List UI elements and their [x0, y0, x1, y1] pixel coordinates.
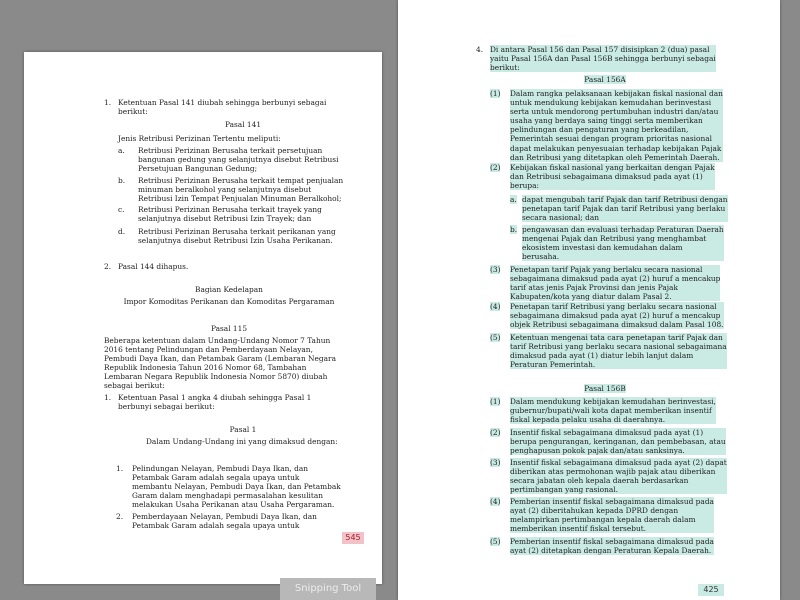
article-title: Pasal 1	[229, 425, 257, 434]
article-title	[490, 75, 720, 84]
list-marker: (5)	[490, 537, 501, 546]
list-item: Dalam mendukung kebijakan kemudahan berinvestasi, gubernur/bupati/wali kota dapat memberikan insentif fiskal kepada pelaku usaha di daerahnya.	[510, 397, 716, 425]
list-marker: (2)	[490, 163, 501, 172]
list-marker: (2)	[490, 428, 501, 437]
list-marker: (5)	[490, 333, 501, 342]
page-number: 425	[698, 584, 724, 596]
list-item: Insentif fiskal sebagaimana dimaksud pada ayat (2) dapat diberikan atas permohonan wajib pajak atau diberikan secara jabatan oleh kepala daerah berdasarkan pertimbangan yang rasional.	[510, 458, 727, 495]
list-item: pengawasan dan evaluasi terhadap Peraturan Daerah mengenai Pajak dan Retribusi yang menghambat ekosistem investasi dan kemudahan dalam berusaha.	[522, 225, 724, 262]
list-marker: 1.	[116, 464, 124, 473]
article-title	[490, 384, 720, 393]
document-page-left	[24, 52, 382, 584]
article-intro: Jenis Retribusi Perizinan Tertentu meliputi:	[118, 134, 281, 143]
list-item: dapat mengubah tarif Pajak dan tarif Retribusi dengan penetapan tarif Pajak dan tarif Retribusi yang berlaku secara nasional; dan	[522, 195, 728, 223]
list-item: Ketentuan mengenai tata cara penetapan tarif Pajak dan tarif Retribusi yang berlaku secara nasional sebagaimana dimaksud pada ayat (1) diatur lebih lanjut dalam Peraturan Pemerintah.	[510, 333, 727, 370]
list-item: Retribusi Perizinan Berusaha terkait perikanan yang selanjutnya disebut Retribusi Izin Usaha Perikanan.	[138, 227, 336, 246]
list-item: Dalam rangka pelaksanaan kebijakan fiskal nasional dan untuk mendukung kebijakan kemudahan berinvestasi serta untuk mendorong pertumbuhan industri dan/atau usaha yang berdaya saing tinggi serta memberikan pelindungan dan pengaturan yang berkeadilan, Pemerintah sesuai dengan program prioritas nasional dapat melakukan penyesuaian terhadap kebijakan Pajak dan Retribusi yang ditetapkan oleh Pemerintah Daerah.	[510, 89, 723, 162]
list-marker: b.	[510, 225, 518, 234]
article-title-text: Pasal 156A	[584, 75, 626, 84]
list-number: 1.	[104, 393, 112, 402]
list-number: 2.	[104, 262, 112, 271]
article-title: Pasal 115	[210, 324, 248, 333]
list-marker: 2.	[116, 512, 124, 521]
amendment-text: Pasal 144 dihapus.	[118, 262, 189, 271]
list-marker: c.	[118, 205, 125, 214]
article-title-text: Pasal 156B	[584, 384, 626, 393]
list-marker: (4)	[490, 497, 501, 506]
list-marker: a.	[118, 146, 125, 155]
document-page-right	[398, 0, 780, 600]
list-item: Pemberian insentif fiskal sebagaimana dimaksud pada ayat (2) ditetapkan dengan Peraturan Kepala Daerah.	[510, 537, 714, 556]
amendment-text: Ketentuan Pasal 141 diubah sehingga berbunyi sebagai berikut:	[118, 98, 327, 117]
amendment-text: Di antara Pasal 156 dan Pasal 157 disisipkan 2 (dua) pasal yaitu Pasal 156A dan Pasal 156B sehingga berbunyi sebagai berikut:	[490, 45, 716, 73]
section-title: Bagian Kedelapan	[195, 285, 263, 294]
list-marker: d.	[118, 227, 126, 236]
list-item: Penetapan tarif Pajak yang berlaku secara nasional sebagaimana dimaksud pada ayat (2) huruf a mencakup tarif atas jenis Pajak Provinsi dan jenis Pajak Kabupaten/kota yang diatur dalam Pasal 2.	[510, 265, 721, 302]
list-item: Retribusi Perizinan Berusaha terkait trayek yang selanjutnya disebut Retribusi Izin Trayek; dan	[138, 205, 322, 224]
list-item: Pelindungan Nelayan, Pembudi Daya Ikan, dan Petambak Garam adalah segala upaya untuk membantu Nelayan, Pembudi Daya Ikan, dan Petambak Garam dalam menghadapi permasalahan kesulitan melakukan Usaha Perikanan atau Usaha Pergaraman.	[132, 464, 341, 510]
list-item: Insentif fiskal sebagaimana dimaksud pada ayat (1) berupa pengurangan, keringanan, dan pembebasan, atau penghapusan pokok pajak dan/atau sanksinya.	[510, 428, 726, 456]
list-number: 1.	[104, 98, 112, 107]
snipping-tool-label[interactable]: Snipping Tool	[280, 578, 376, 600]
list-marker: (4)	[490, 302, 501, 311]
list-marker: a.	[510, 195, 517, 204]
article-body: Beberapa ketentuan dalam Undang-Undang Nomor 7 Tahun 2016 tentang Pelindungan dan Pemberdayaan Nelayan, Pembudi Daya Ikan, dan Petambak Garam (Lembaran Negara Republik Indonesia Tahun 2016 Nomor 68, Tambahan Lembaran Negara Republik Indonesia Nomor 5870) diubah sebagai berikut:	[104, 336, 336, 391]
list-item: Retribusi Perizinan Berusaha terkait persetujuan bangunan gedung yang selanjutnya disebut Retribusi Persetujuan Bangunan Gedung;	[138, 146, 339, 174]
section-subtitle: Impor Komoditas Perikanan dan Komoditas Pergaraman	[123, 297, 335, 306]
list-marker: b.	[118, 176, 126, 185]
list-item: Retribusi Perizinan Berusaha terkait tempat penjualan minuman beralkohol yang selanjutnya disebut Retribusi Izin Tempat Penjualan Minuman Beralkohol;	[138, 176, 344, 204]
list-item: Pemberdayaan Nelayan, Pembudi Daya Ikan, dan Petambak Garam adalah segala upaya untuk	[132, 512, 317, 531]
list-marker: (1)	[490, 89, 501, 98]
amendment-text: Ketentuan Pasal 1 angka 4 diubah sehingga Pasal 1 berbunyi sebagai berikut:	[118, 393, 312, 412]
list-number: 4.	[476, 45, 484, 54]
list-item: Kebijakan fiskal nasional yang berkaitan dengan Pajak dan Retribusi sebagaimana dimaksud pada ayat (1) berupa:	[510, 163, 715, 191]
list-marker: (3)	[490, 458, 501, 467]
article-title: Pasal 141	[224, 120, 262, 129]
list-item: Pemberian insentif fiskal sebagaimana dimaksud pada ayat (2) diberitahukan kepada DPRD dengan melampirkan pertimbangan kepala daerah dalam memberikan insentif fiskal tersebut.	[510, 497, 714, 534]
article-intro: Dalam Undang-Undang ini yang dimaksud dengan:	[146, 437, 338, 446]
page-number: 545	[342, 532, 364, 544]
list-marker: (3)	[490, 265, 501, 274]
list-item: Penetapan tarif Retribusi yang berlaku secara nasional sebagaimana dimaksud pada ayat (2) huruf a mencakup objek Retribusi sebagaimana dimaksud dalam Pasal 108.	[510, 302, 724, 330]
list-marker: (1)	[490, 397, 501, 406]
